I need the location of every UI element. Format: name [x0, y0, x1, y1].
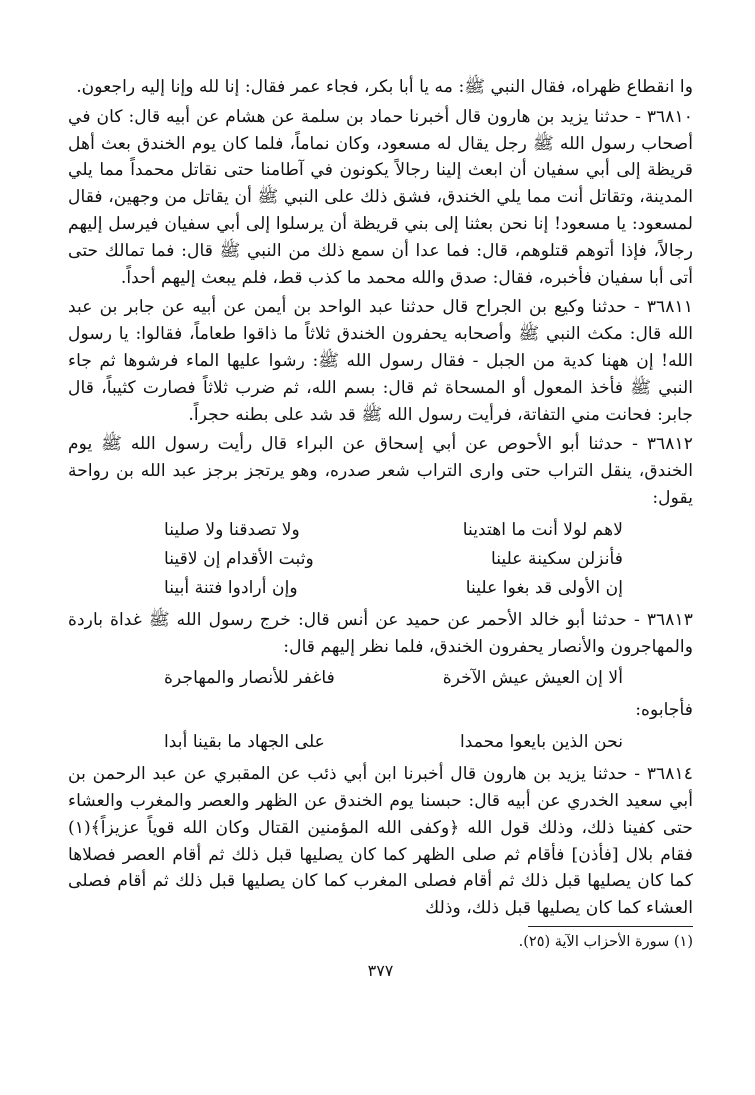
poem-ibn-rawaha — [164, 516, 623, 603]
poem-verse — [164, 516, 623, 545]
hadith-36811: ٣٦٨١١ - حدثنا وكيع بن الجراح قال حدثنا عبد الواحد بن أيمن عن أبيه عن جابر بن عبد الله قال: مكث النبي ﷺ وأصحابه يحفرون الخندق ثلاثاً ما ذاقوا طعاماً، فقالوا: يا رسول الله! إن ههنا كدية من الجبل - فقال رسول الله ﷺ: رشوا عليها الماء فرشوها ثم جاء النبي ﷺ فأخذ المعول أو المسحاة ثم قال: بسم الله، ثم ضرب ثلاثاً فصارت كثيباً، قال جابر: فحانت مني التفاتة، فرأيت رسول الله ﷺ قد شد على بطنه حجراً. — [68, 297, 693, 425]
poem-verse — [164, 574, 623, 603]
verse-second-hemistich: فاغفر للأنصار والمهاجرة — [164, 668, 335, 689]
verse-first-hemistich: لاهم لولا أنت ما اهتدينا — [462, 519, 623, 540]
verse-first-hemistich: نحن الذين بايعوا محمدا — [459, 732, 623, 753]
poem-bayaa — [164, 728, 623, 757]
poem-akhira — [164, 664, 623, 693]
hadith-36813: ٣٦٨١٣ - حدثنا أبو خالد الأحمر عن حميد عن أنس قال: خرج رسول الله ﷺ غداة باردة والمهاجرون والأنصار يحفرون الخندق، فلما نظر إليهم قال: — [68, 609, 693, 657]
verse-first-hemistich: إن الأولى قد بغوا علينا — [465, 577, 623, 598]
verse-second-hemistich: ولا تصدقنا ولا صلينا — [164, 519, 300, 540]
poem-verse — [164, 545, 623, 574]
hadith-36810: ٣٦٨١٠ - حدثنا يزيد بن هارون قال أخبرنا حماد بن سلمة عن هشام عن أبيه قال: كان في أصحاب رسول الله ﷺ رجل يقال له مسعود، وكان نماماً، فلما كان يوم الخندق بعث أهل قريظة إلى أبي سفيان أن ابعث إلينا رجالاً يكونون في آطامنا حتى نقاتل محمداً مما يلي المدينة، وتقاتل أنت مما يلي الخندق، فشق ذلك على النبي ﷺ أن يقاتل من وجهين، فقال لمسعود: يا مسعود! إنا نحن بعثنا إلى بني قريظة أن يرسلوا إلى أبي سفيان فيرسل إليهم رجالاً، فإذا أتوهم قتلوهم، قال: فما عدا أن سمع ذلك من النبي ﷺ قال: فما تمالك حتى أتى أبا سفيان فأخبره، فقال: صدق والله محمد ما كذب قط، فلم يبعث إليهم أحداً. — [68, 106, 693, 288]
verse-first-hemistich: ألا إن العيش عيش الآخرة — [442, 668, 623, 689]
verse-second-hemistich: وثبت الأقدام إن لاقينا — [164, 548, 314, 569]
poem-verse — [164, 728, 623, 757]
verse-first-hemistich: فأنزلن سكينة علينا — [490, 548, 623, 569]
answer-label: فأجابوه: — [635, 700, 693, 721]
paragraph-continuation: وا انقطاع ظهراه، فقال النبي ﷺ: مه يا أبا بكر، فجاء عمر فقال: إنا لله وإنا إليه راجعون. — [76, 77, 693, 97]
footnote-divider — [528, 926, 693, 927]
verse-second-hemistich: وإن أرادوا فتنة أبينا — [164, 577, 298, 598]
footnote: (١) سورة الأحزاب الآية (٢٥). — [518, 933, 693, 950]
verse-second-hemistich: على الجهاد ما بقينا أبدا — [164, 732, 325, 753]
hadith-36812: ٣٦٨١٢ - حدثنا أبو الأحوص عن أبي إسحاق عن البراء قال رأيت رسول الله ﷺ يوم الخندق، ينقل التراب حتى وارى التراب شعر صدره، وهو يرتجز برجز عبد الله بن رواحة يقول: — [68, 434, 693, 508]
poem-verse — [164, 664, 623, 693]
hadith-36814: ٣٦٨١٤ - حدثنا يزيد بن هارون قال أخبرنا ابن أبي ذئب عن المقبري عن عبد الرحمن بن أبي سعيد الخدري عن أبيه قال: حبسنا يوم الخندق عن الظهر والعصر والمغرب والعشاء حتى كفينا ذلك، وذلك قول الله ﴿وكفى الله المؤمنين القتال وكان الله قوياً عزيزاً﴾(١) فقام بلال [فأذن] فأقام ثم صلى الظهر كما كان يصليها قبل ذلك ثم أقام العصر فصلاها كما كان يصليها قبل ذلك ثم أقام فصلى المغرب كما كان يصليها قبل ذلك ثم أقام فصلى العشاء كما كان يصليها قبل ذلك، وذلك — [68, 764, 693, 919]
page-number: ٣٧٧ — [367, 960, 394, 980]
